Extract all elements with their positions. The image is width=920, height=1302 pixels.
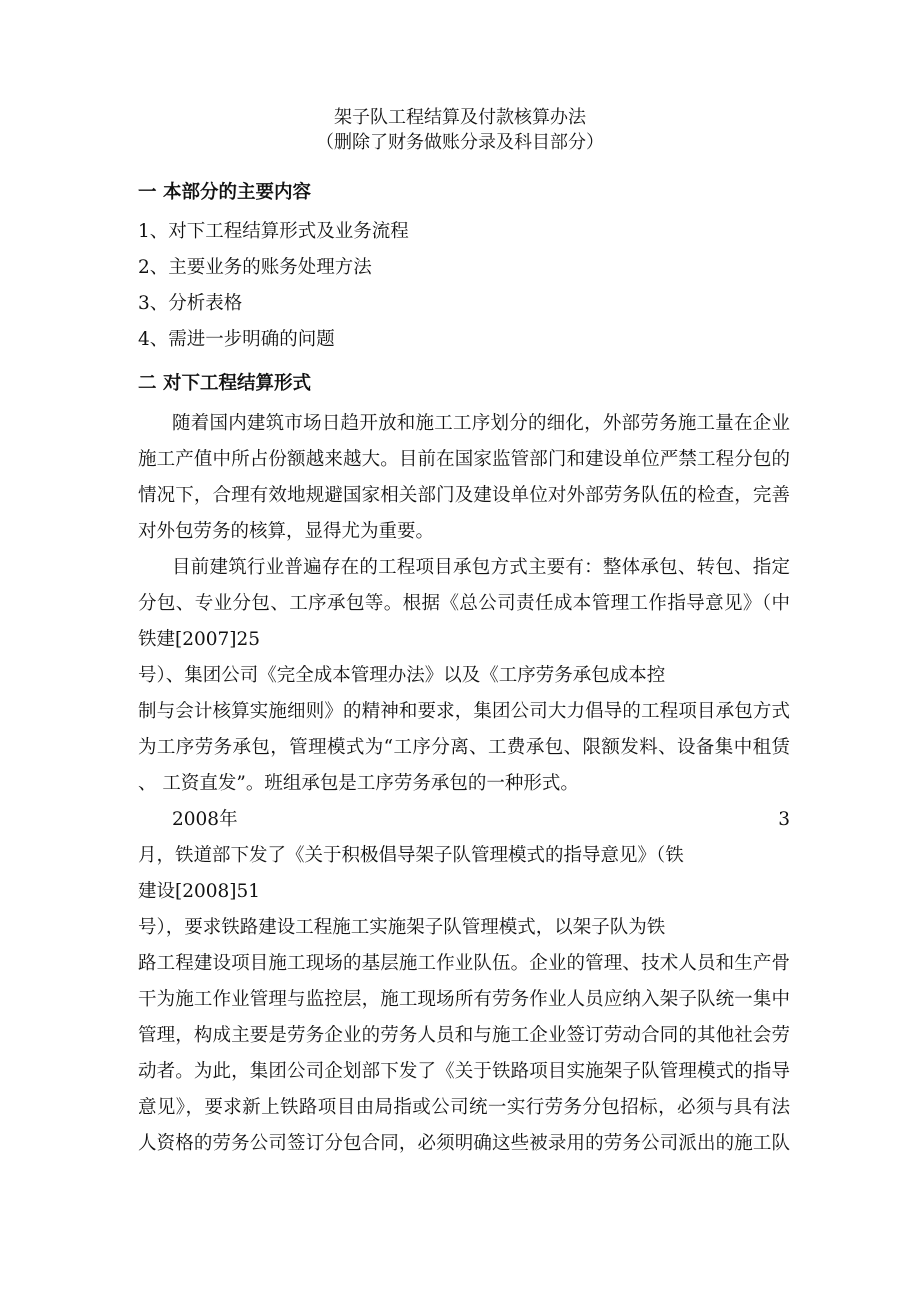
list-item: 3、分析表格	[138, 293, 243, 314]
document-subtitle: （删除了财务做账分录及科目部分）	[316, 132, 604, 153]
year-text: 2008年	[172, 809, 238, 830]
paragraph-line: 、 工资直发”。班组承包是工序劳务承包的一种形式。	[138, 773, 579, 794]
paragraph-line: 对外包劳务的核算，显得尤为重要。	[138, 521, 435, 542]
month-number: 3	[778, 809, 790, 830]
paragraph-line: 施工产值中所占份额越来越大。目前在国家监管部门和建设单位严禁工程分包的	[138, 449, 790, 470]
paragraph-line	[172, 808, 790, 832]
paragraph-line: 分包、专业分包、工序承包等。根据《总公司责任成本管理工作指导意见》（中	[138, 593, 790, 614]
document-title: 架子队工程结算及付款核算办法	[334, 107, 586, 128]
paragraph-line: 号）、集团公司《完全成本管理办法》以及《工序劳务承包成本控	[138, 665, 666, 686]
paragraph-line: 干为施工作业管理与监控层，施工现场所有劳务作业人员应纳入架子队统一集中	[138, 989, 790, 1010]
paragraph-line: 制与会计核算实施细则》的精神和要求，集团公司大力倡导的工程项目承包方式	[138, 701, 790, 722]
paragraph-line: 随着国内建筑市场日趋开放和施工工序划分的细化，外部劳务施工量在企业	[172, 413, 790, 434]
paragraph-line: 管理，构成主要是劳务企业的劳务人员和与施工企业签订劳动合同的其他社会劳	[138, 1025, 790, 1046]
paragraph-line: 建设[2008]51	[138, 881, 261, 902]
paragraph-line: 目前建筑行业普遍存在的工程项目承包方式主要有：整体承包、转包、指定	[172, 557, 790, 578]
paragraph-line: 人资格的劳务公司签订分包合同，必须明确这些被录用的劳务公司派出的施工队	[138, 1133, 790, 1154]
section-heading: 二 对下工程结算形式	[138, 373, 311, 394]
paragraph-line: 铁建[2007]25	[138, 629, 261, 650]
paragraph-line: 动者。为此，集团公司企划部下发了《关于铁路项目实施架子队管理模式的指导	[138, 1061, 790, 1082]
list-item: 1、对下工程结算形式及业务流程	[138, 221, 409, 242]
list-item: 2、主要业务的账务处理方法	[138, 257, 372, 278]
paragraph-line: 情况下，合理有效地规避国家相关部门及建设单位对外部劳务队伍的检查，完善	[138, 485, 790, 506]
list-item: 4、需进一步明确的问题	[138, 329, 335, 350]
section-heading: 一 本部分的主要内容	[138, 182, 311, 203]
paragraph-line: 意见》，要求新上铁路项目由局指或公司统一实行劳务分包招标，必须与具有法	[138, 1097, 790, 1118]
paragraph-line: 路工程建设项目施工现场的基层施工作业队伍。企业的管理、技术人员和生产骨	[138, 953, 790, 974]
paragraph-line: 为工序劳务承包，管理模式为“工序分离、工费承包、限额发料、设备集中租赁	[138, 737, 790, 758]
paragraph-line: 月，铁道部下发了《关于积极倡导架子队管理模式的指导意见》（铁	[138, 845, 684, 866]
paragraph-line: 号），要求铁路建设工程施工实施架子队管理模式，以架子队为铁	[138, 917, 666, 938]
